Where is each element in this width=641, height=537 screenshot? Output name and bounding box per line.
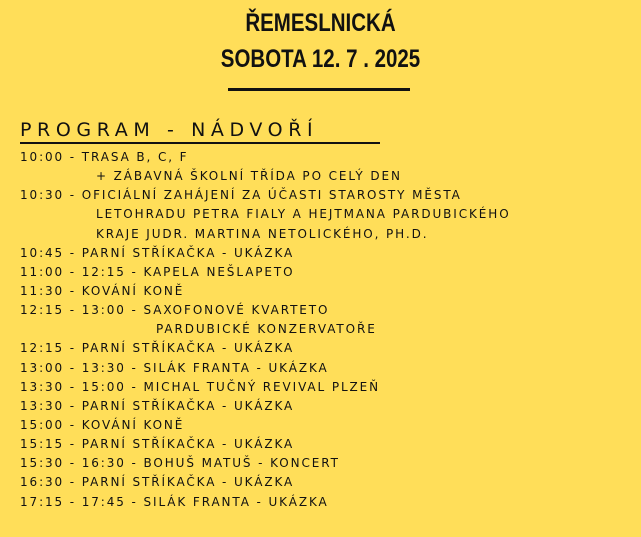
schedule-line: 16:30 - PARNÍ STŘÍKAČKA - UKÁZKA <box>20 475 295 490</box>
schedule-line: + ZÁBAVNÁ ŠKOLNÍ TŘÍDA PO CELÝ DEN <box>96 169 402 184</box>
program-heading-underline <box>20 142 380 144</box>
schedule-line: 11:30 - KOVÁNÍ KONĚ <box>20 283 185 298</box>
event-date: SOBOTA 12. 7 . 2025 <box>220 45 421 73</box>
schedule-line: 10:00 - TRASA B, C, F <box>20 150 189 164</box>
schedule-line: 10:30 - OFICIÁLNÍ ZAHÁJENÍ ZA ÚČASTI STAROSTY MĚSTA <box>20 188 462 203</box>
program-heading: PROGRAM - NÁDVOŘÍ <box>20 119 319 141</box>
schedule-line: 15:30 - 16:30 - BOHUŠ MATUŠ - KONCERT <box>20 456 340 471</box>
program-schedule <box>20 148 635 512</box>
schedule-line: 17:15 - 17:45 - SILÁK FRANTA - UKÁZKA <box>20 494 329 509</box>
schedule-line: 12:15 - 13:00 - SAXOFONOVÉ KVARTETO <box>20 303 330 318</box>
schedule-line: 13:30 - 15:00 - MICHAL TUČNÝ REVIVAL PLZEŇ <box>20 379 381 394</box>
schedule-line: LETOHRADU PETRA FIALY A HEJTMANA PARDUBICKÉHO <box>96 207 511 222</box>
schedule-line: 11:00 - 12:15 - KAPELA NEŠLAPETO <box>20 264 295 279</box>
schedule-line: 13:00 - 13:30 - SILÁK FRANTA - UKÁZKA <box>20 360 329 375</box>
schedule-line: 10:45 - PARNÍ STŘÍKAČKA - UKÁZKA <box>20 245 295 260</box>
schedule-line: 13:30 - PARNÍ STŘÍKAČKA - UKÁZKA <box>20 398 295 413</box>
schedule-line: 12:15 - PARNÍ STŘÍKAČKA - UKÁZKA <box>20 341 295 356</box>
schedule-line: 15:15 - PARNÍ STŘÍKAČKA - UKÁZKA <box>20 437 295 452</box>
schedule-line: KRAJE JUDR. MARTINA NETOLICKÉHO, PH.D. <box>96 226 429 241</box>
schedule-line: 15:00 - KOVÁNÍ KONĚ <box>20 417 185 432</box>
event-title: ŘEMESLNICKÁ <box>245 9 396 37</box>
title-divider <box>228 88 410 91</box>
schedule-line: PARDUBICKÉ KONZERVATOŘE <box>156 322 377 337</box>
